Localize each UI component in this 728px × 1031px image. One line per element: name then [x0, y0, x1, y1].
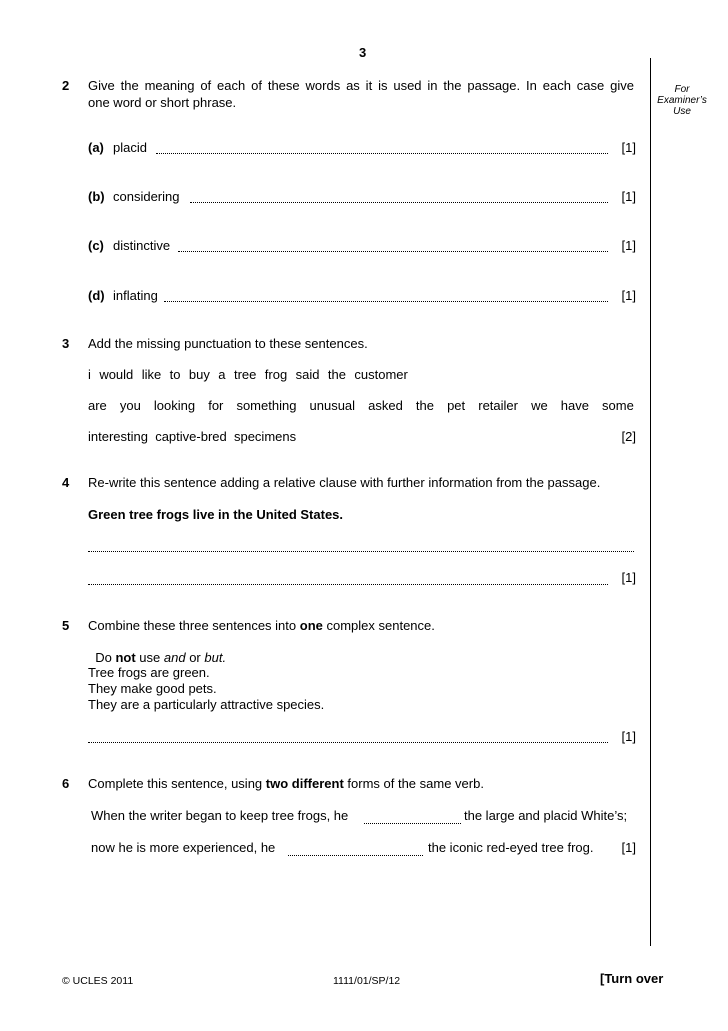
q3-word: are — [88, 398, 107, 413]
q3-word: customer — [354, 367, 408, 382]
q5-do: Do — [95, 650, 116, 665]
q5-instruction-text-end: complex sentence. — [322, 618, 435, 633]
question-5-sentence-2: They make good pets. — [88, 681, 217, 696]
q2-part-c-word: distinctive — [113, 238, 171, 253]
q4-answer-line-2[interactable] — [88, 584, 608, 585]
q3-word: to — [169, 367, 181, 382]
question-3-number: 3 — [62, 336, 70, 351]
q3-word: asked — [368, 398, 403, 413]
question-5-sentence-1: Tree frogs are green. — [88, 665, 210, 680]
footer-copyright: © UCLES 2011 — [62, 975, 134, 987]
q6-sentence-2-start: now he is more experienced, he — [91, 840, 276, 855]
question-5-sentence-3: They are a particularly attractive species. — [88, 697, 325, 712]
q4-answer-line-1[interactable] — [88, 551, 634, 552]
q3-word: the — [327, 367, 346, 382]
q2-part-d-word: inflating — [113, 288, 158, 303]
q2-part-a-word: placid — [113, 140, 147, 155]
q2-part-d-mark: [1] — [621, 288, 636, 303]
q3-mark: [2] — [621, 429, 636, 444]
question-3-sentence-3: interesting captive-bred specimens — [88, 429, 297, 444]
question-4-number: 4 — [62, 475, 70, 490]
q6-blank-2[interactable] — [288, 855, 423, 856]
q2-part-d-answer-line[interactable] — [164, 301, 608, 302]
q5-and: and — [163, 650, 186, 665]
q3-word: some — [602, 398, 634, 413]
examiner-margin-line — [650, 58, 651, 946]
question-6-number: 6 — [62, 776, 70, 791]
q2-part-b-answer-line[interactable] — [190, 202, 608, 203]
q2-part-c-mark: [1] — [621, 238, 636, 253]
q6-sentence-1-start: When the writer began to keep tree frogs, he — [91, 808, 349, 823]
q3-word: unusual — [309, 398, 356, 413]
q3-word: like — [141, 367, 162, 382]
question-5-number: 5 — [62, 618, 70, 633]
q3-word: have — [560, 398, 589, 413]
q6-instruction-emphasis: two different — [265, 776, 344, 791]
page-number: 3 — [359, 45, 367, 60]
q2-part-b-mark: [1] — [621, 189, 636, 204]
q3-word: looking — [153, 398, 196, 413]
question-6-instruction — [88, 776, 484, 792]
q2-part-a-answer-line[interactable] — [156, 153, 608, 154]
q3-word: something — [236, 398, 297, 413]
q3-word: would — [99, 367, 134, 382]
question-5-restriction — [88, 634, 226, 666]
q3-word: you — [119, 398, 141, 413]
examiner-label-use: Use — [673, 106, 691, 117]
q6-sentence-2-end: the iconic red-eyed tree frog. — [428, 840, 594, 855]
q5-but: but. — [204, 650, 227, 665]
q3-word: tree — [233, 367, 257, 382]
question-2-text-line2: one word or short phrase. — [88, 95, 237, 110]
q6-instruction-text: Complete this sentence, using — [88, 776, 266, 791]
q2-part-d-label: (d) — [88, 288, 105, 303]
q3-word: for — [208, 398, 224, 413]
examiner-label-examiner: Examiner’s — [657, 95, 707, 106]
q3-word: buy — [188, 367, 210, 382]
q2-part-a-mark: [1] — [621, 140, 636, 155]
q3-word: said — [295, 367, 320, 382]
q3-word: i — [88, 367, 91, 382]
q5-answer-line[interactable] — [88, 742, 608, 743]
q3-word: retailer — [478, 398, 518, 413]
q2-part-b-word: considering — [113, 189, 180, 204]
footer-paper-code: 1111/01/SP/12 — [333, 975, 401, 987]
q4-mark: [1] — [621, 570, 636, 585]
question-3-instruction: Add the missing punctuation to these sentences. — [88, 336, 368, 351]
q2-part-a-label: (a) — [88, 140, 104, 155]
question-2-text-line1 — [88, 78, 634, 94]
question-4-sentence: Green tree frogs live in the United States. — [88, 507, 344, 522]
examiner-label-for: For — [674, 84, 690, 95]
q6-sentence-1-end: the large and placid White’s; — [464, 808, 628, 823]
q5-mark: [1] — [621, 729, 636, 744]
q2-part-b-label: (b) — [88, 189, 105, 204]
q5-instruction-emphasis: one — [299, 618, 323, 633]
q3-word: we — [531, 398, 548, 413]
q2-part-c-answer-line[interactable] — [178, 251, 608, 252]
question-5-instruction — [88, 618, 435, 634]
q5-use: use — [135, 650, 164, 665]
q5-or: or — [185, 650, 205, 665]
question-3-sentence-1 — [88, 367, 408, 383]
question-4-instruction: Re-write this sentence adding a relative clause with further information from the passage. — [88, 475, 601, 490]
q3-word: frog — [264, 367, 288, 382]
q3-word: pet — [447, 398, 466, 413]
q2-part-c-label: (c) — [88, 238, 104, 253]
q5-instruction-text: Combine these three sentences into — [88, 618, 300, 633]
question-2-text: Give the meaning of each of these words as it is used in the passage. In each case give — [88, 78, 634, 93]
q6-instruction-text-end: forms of the same verb. — [343, 776, 484, 791]
q6-blank-1[interactable] — [364, 823, 461, 824]
question-3-sentence-2 — [88, 398, 634, 414]
q5-not: not — [115, 650, 136, 665]
q3-word: a — [218, 367, 226, 382]
q6-mark: [1] — [621, 840, 636, 855]
q3-word: the — [415, 398, 434, 413]
question-2-number: 2 — [62, 78, 70, 93]
footer-turn-over: [Turn over — [600, 971, 664, 986]
